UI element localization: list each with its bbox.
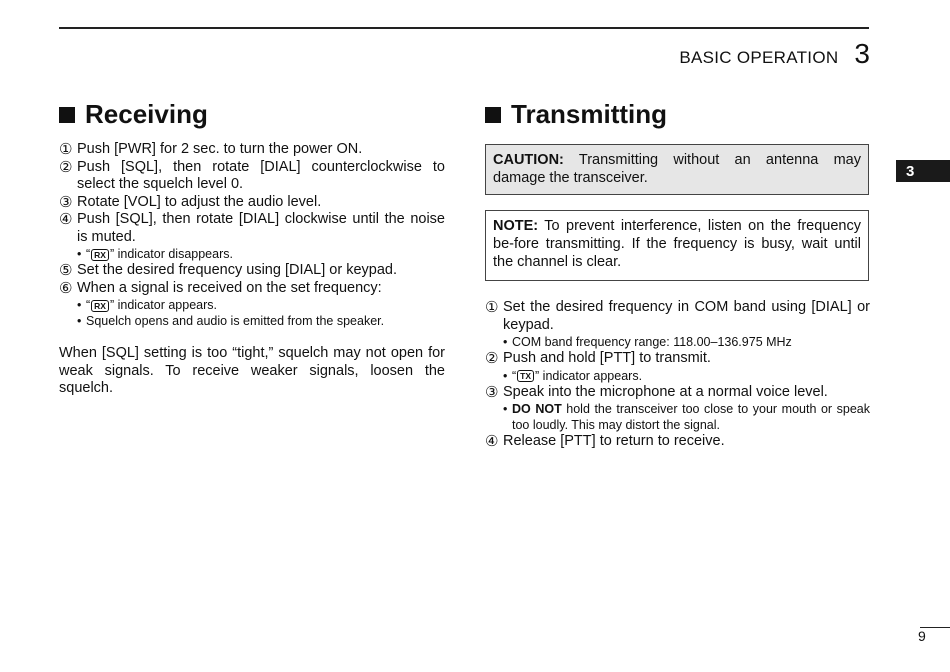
step-text: Push [SQL], then rotate [DIAL] counterclockwise to select the squelch level 0.	[77, 158, 445, 192]
quote: “	[512, 368, 517, 383]
note-text: ” indicator appears.	[109, 298, 217, 312]
receiving-step-6-note-1	[59, 297, 445, 313]
receiving-step-4	[59, 211, 445, 246]
step-text: Rotate [VOL] to adjust the audio level.	[77, 193, 322, 210]
chapter-title: BASIC OPERATION	[679, 48, 839, 67]
receiving-heading	[59, 99, 208, 130]
transmitting-column	[485, 299, 870, 451]
receiving-step-1	[59, 141, 445, 159]
bullet: •	[77, 247, 82, 261]
step-number: ①	[59, 141, 73, 158]
bullet: •	[77, 314, 82, 328]
step-text: Push and hold [PTT] to transmit.	[503, 350, 711, 366]
step-text: Set the desired frequency using [DIAL] or keypad.	[77, 262, 397, 278]
step-text: Push [SQL], then rotate [DIAL] clockwise until the noise is muted.	[77, 211, 445, 245]
receiving-step-4-note	[59, 246, 445, 262]
transmitting-step-2	[485, 350, 870, 368]
caution-box	[485, 144, 869, 195]
note-text: COM band frequency range: 118.00–136.975 MHz	[512, 335, 792, 349]
receiving-step-6	[59, 280, 445, 298]
square-bullet-icon	[485, 107, 501, 123]
quote: “	[86, 247, 91, 261]
step-text: Speak into the microphone at a normal voice level.	[503, 383, 828, 400]
transmitting-step-4	[485, 433, 870, 451]
page-number: 9	[918, 628, 926, 644]
step-text: When a signal is received on the set frequency:	[77, 279, 382, 296]
caution-label: CAUTION:	[493, 152, 564, 168]
step-number: ⑤	[59, 262, 73, 279]
note-box	[485, 210, 869, 281]
step-number: ④	[485, 433, 499, 450]
transmitting-title: Transmitting	[511, 99, 668, 129]
note-text: Squelch opens and audio is emitted from the speaker.	[86, 314, 385, 328]
note-text: ” indicator appears.	[535, 368, 643, 383]
chapter-side-tab: 3	[896, 160, 950, 182]
transmitting-step-1	[485, 299, 870, 334]
bullet: •	[503, 335, 508, 349]
step-text: Set the desired frequency in COM band using [DIAL] or keypad.	[503, 299, 870, 333]
receiving-title: Receiving	[85, 99, 208, 129]
transmitting-heading	[485, 99, 667, 130]
step-number: ④	[59, 211, 73, 228]
step-number: ③	[485, 383, 499, 401]
caution-text: Transmitting without an antenna may damage the transceiver.	[493, 152, 861, 186]
squelch-paragraph: When [SQL] setting is too “tight,” squelch may not open for weak signals. To receive weaker signals, loosen the squelch.	[59, 345, 445, 396]
receiving-column	[59, 141, 445, 398]
warning-emphasis: DO NOT	[512, 402, 562, 416]
step-number: ⑥	[59, 279, 73, 297]
step-number: ③	[59, 193, 73, 211]
receiving-step-2	[59, 159, 445, 194]
tx-indicator-icon: TX	[517, 370, 534, 382]
transmitting-step-2-note	[485, 368, 870, 384]
transmitting-step-3-note	[485, 401, 870, 433]
step-number: ②	[485, 350, 499, 367]
step-number: ①	[485, 299, 499, 316]
receiving-step-6-note-2	[59, 313, 445, 329]
top-rule	[59, 27, 869, 29]
note-text: hold the transceiver too close to your mouth or speak too loudly. This may distort the signal.	[512, 402, 870, 432]
bullet: •	[503, 402, 508, 416]
step-text: Release [PTT] to return to receive.	[503, 433, 725, 449]
bullet: •	[77, 298, 82, 312]
chapter-header	[679, 38, 870, 70]
quote: “	[86, 298, 91, 312]
receiving-step-3	[59, 194, 445, 212]
rx-indicator-icon: RX	[91, 249, 109, 261]
note-label: NOTE:	[493, 218, 539, 234]
note-text: ” indicator disappears.	[109, 247, 233, 261]
step-text: Push [PWR] for 2 sec. to turn the power ON.	[77, 141, 363, 157]
transmitting-step-1-note	[485, 334, 870, 350]
square-bullet-icon	[59, 107, 75, 123]
bullet: •	[503, 368, 508, 383]
rx-indicator-icon: RX	[91, 300, 109, 312]
chapter-number: 3	[854, 38, 870, 69]
step-number: ②	[59, 158, 73, 176]
receiving-step-5	[59, 262, 445, 280]
transmitting-step-3	[485, 384, 870, 402]
note-text: To prevent interference, listen on the frequency be-fore transmitting. If the frequency is busy, wait until the channel is clear.	[493, 218, 861, 270]
